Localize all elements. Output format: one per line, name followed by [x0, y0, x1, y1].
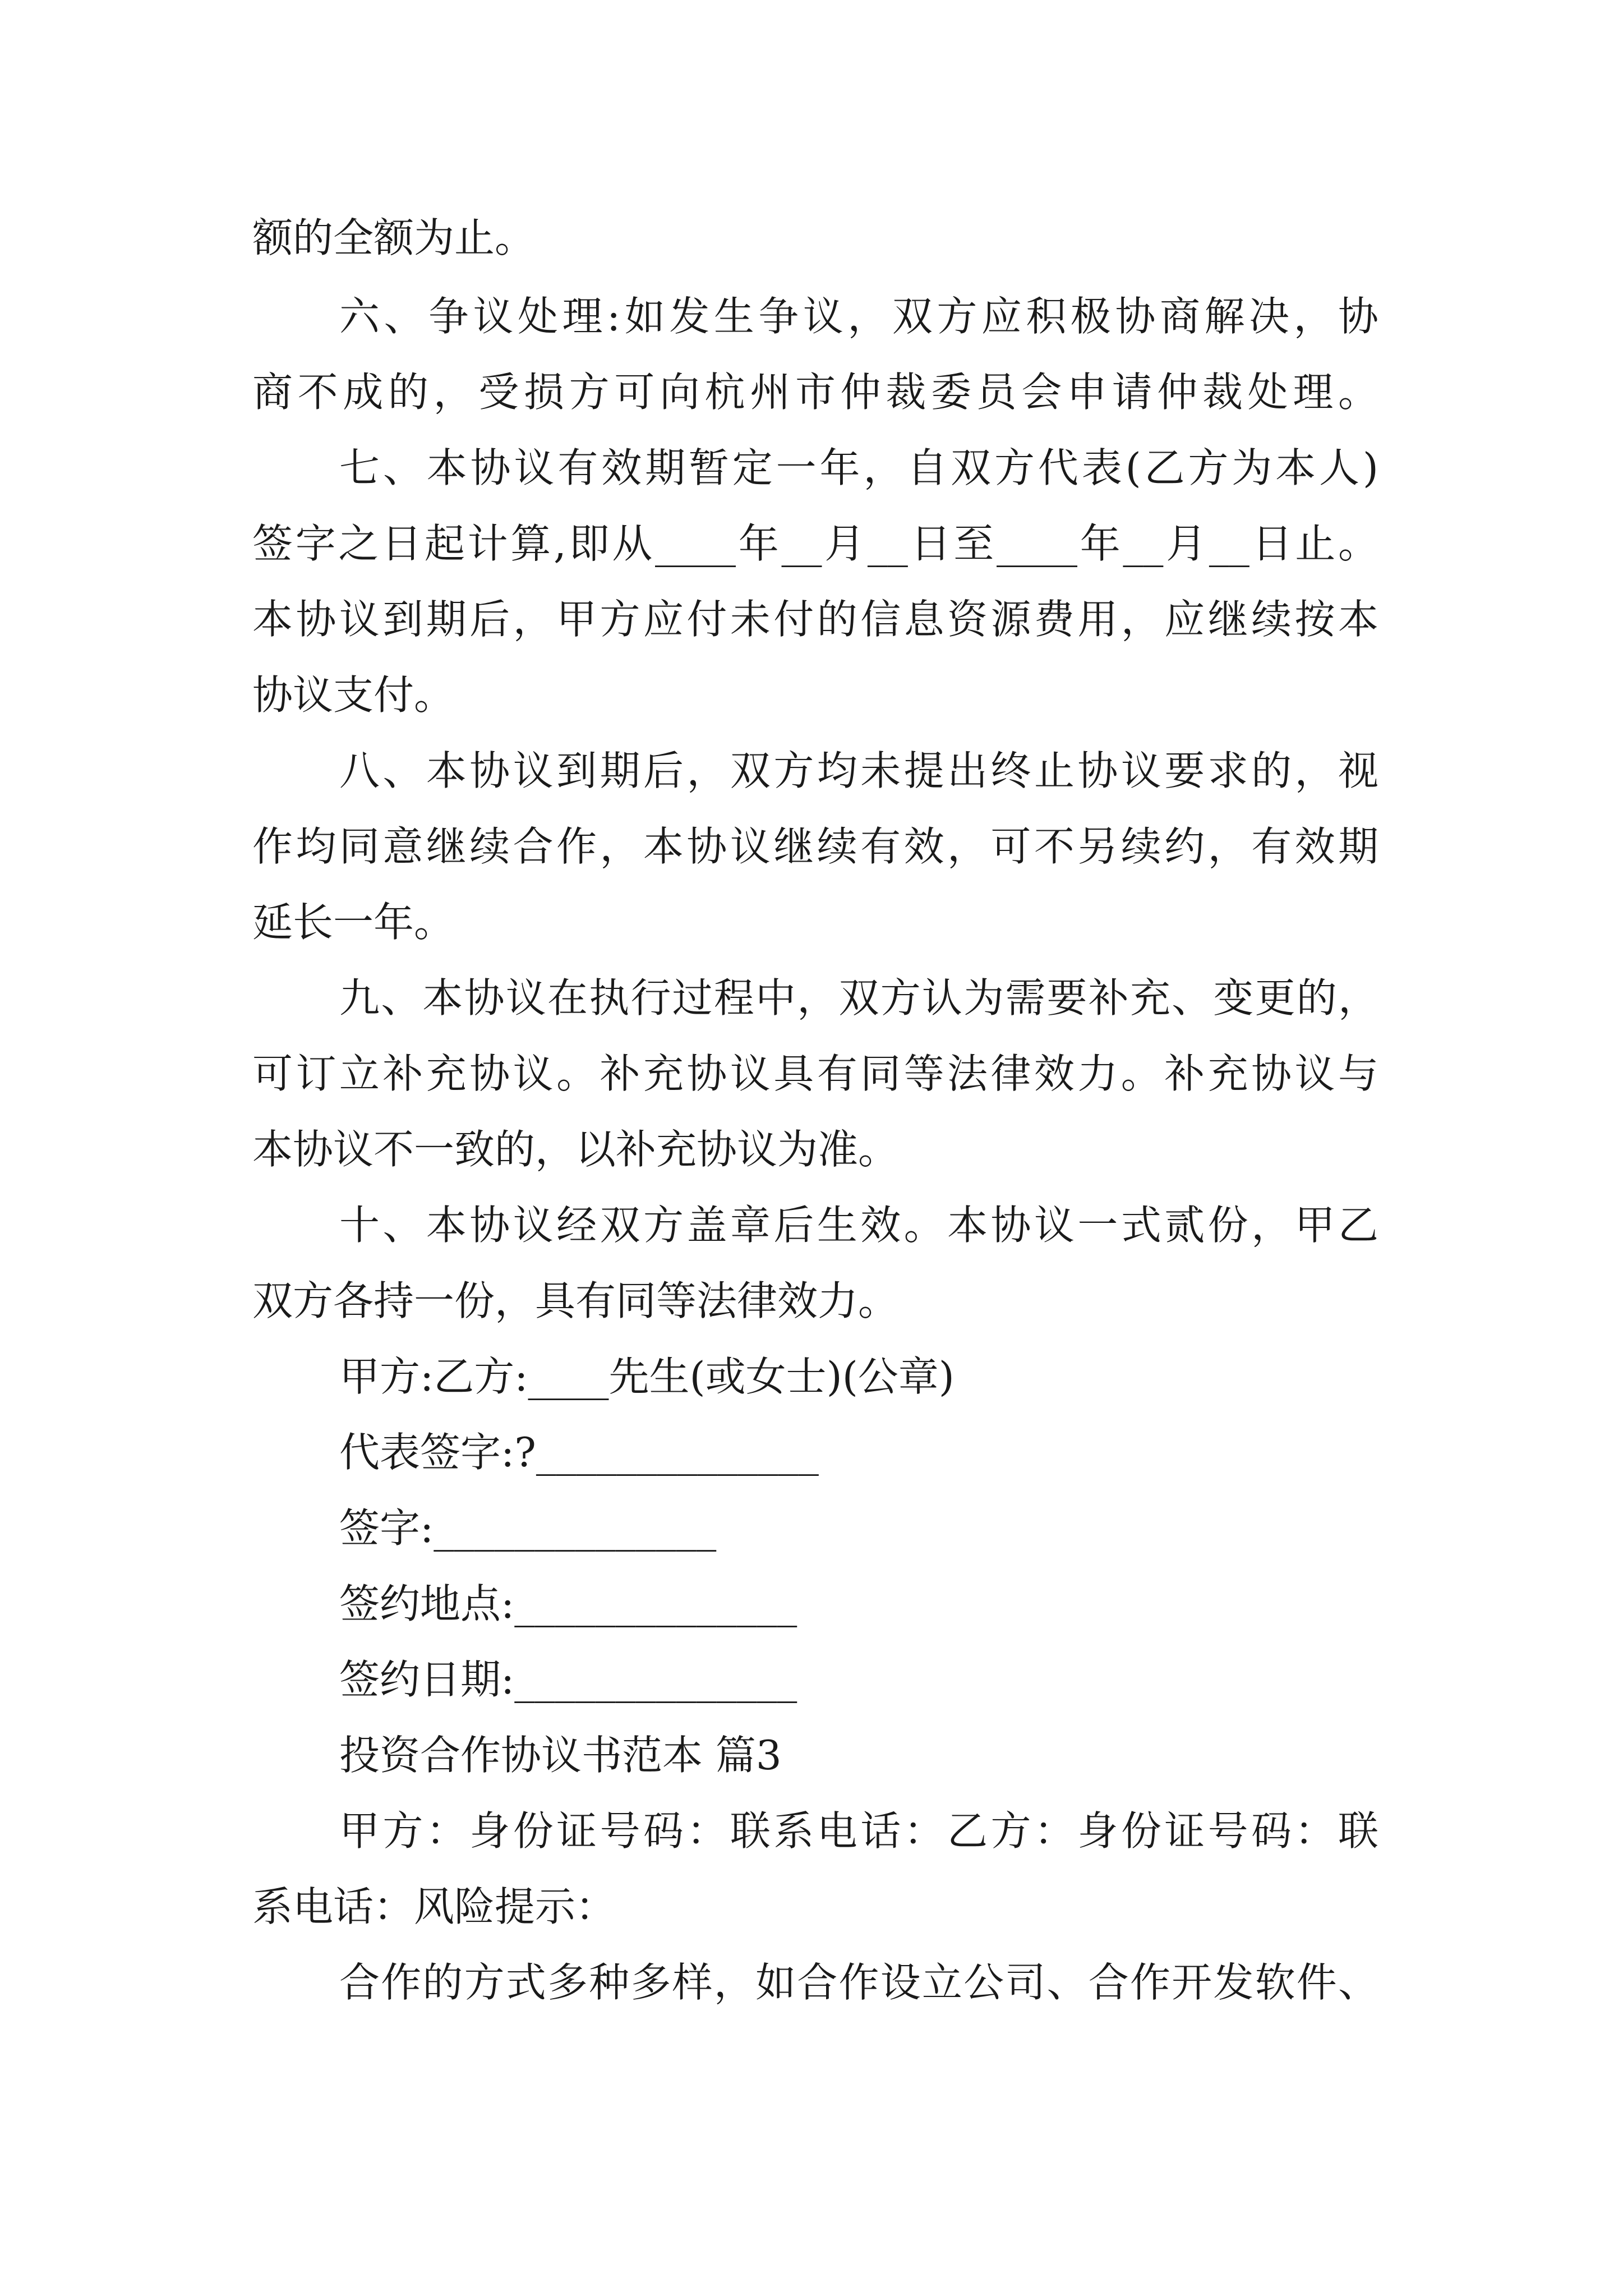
text-line: 甲方：身份证号码：联系电话：乙方：身份证号码：联 [339, 1807, 1378, 1855]
text-line: 九、本协议在执行过程中，双方认为需要补充、变更的， [339, 974, 1378, 1022]
text-line: 双方各持一份，具有同等法律效力。 [252, 1277, 899, 1324]
text-line: 十、本协议经双方盖章后生效。本协议一式贰份，甲乙 [339, 1202, 1378, 1249]
text-line: 商不成的，受损方可向杭州市仲裁委员会申请仲裁处理。 [252, 369, 1378, 416]
text-line: 协议支付。 [252, 671, 455, 719]
text-line: 代表签字:?______________ [339, 1429, 819, 1476]
text-line: 系电话：风险提示： [252, 1883, 616, 1930]
text-line: 额的全额为止。 [252, 214, 536, 261]
text-line: 甲方:乙方:____先生(或女士)(公章) [339, 1353, 955, 1400]
text-line: 八、本协议到期后，双方均未提出终止协议要求的，视 [339, 747, 1378, 794]
text-line: 延长一年。 [252, 899, 455, 946]
text-line: 签约地点:______________ [339, 1580, 797, 1627]
text-line: 签字:______________ [339, 1504, 717, 1552]
text-line: 作均同意继续合作，本协议继续有效，可不另续约，有效期 [252, 823, 1378, 870]
text-line: 本协议不一致的，以补充协议为准。 [252, 1126, 899, 1173]
text-line: 签字之日起计算,即从____年__月__日至____年__月__日止。 [252, 520, 1378, 567]
text-line: 签约日期:______________ [339, 1656, 797, 1703]
text-line: 合作的方式多种多样，如合作设立公司、合作开发软件、 [339, 1959, 1378, 2006]
text-line: 六、争议处理:如发生争议，双方应积极协商解决，协 [339, 293, 1378, 340]
text-line: 本协议到期后，甲方应付未付的信息资源费用，应继续按本 [252, 596, 1378, 643]
text-line: 可订立补充协议。补充协议具有同等法律效力。补充协议与 [252, 1050, 1378, 1097]
section-heading: 投资合作协议书范本 篇3 [339, 1732, 782, 1779]
text-line: 七、本协议有效期暂定一年，自双方代表(乙方为本人) [339, 444, 1378, 491]
